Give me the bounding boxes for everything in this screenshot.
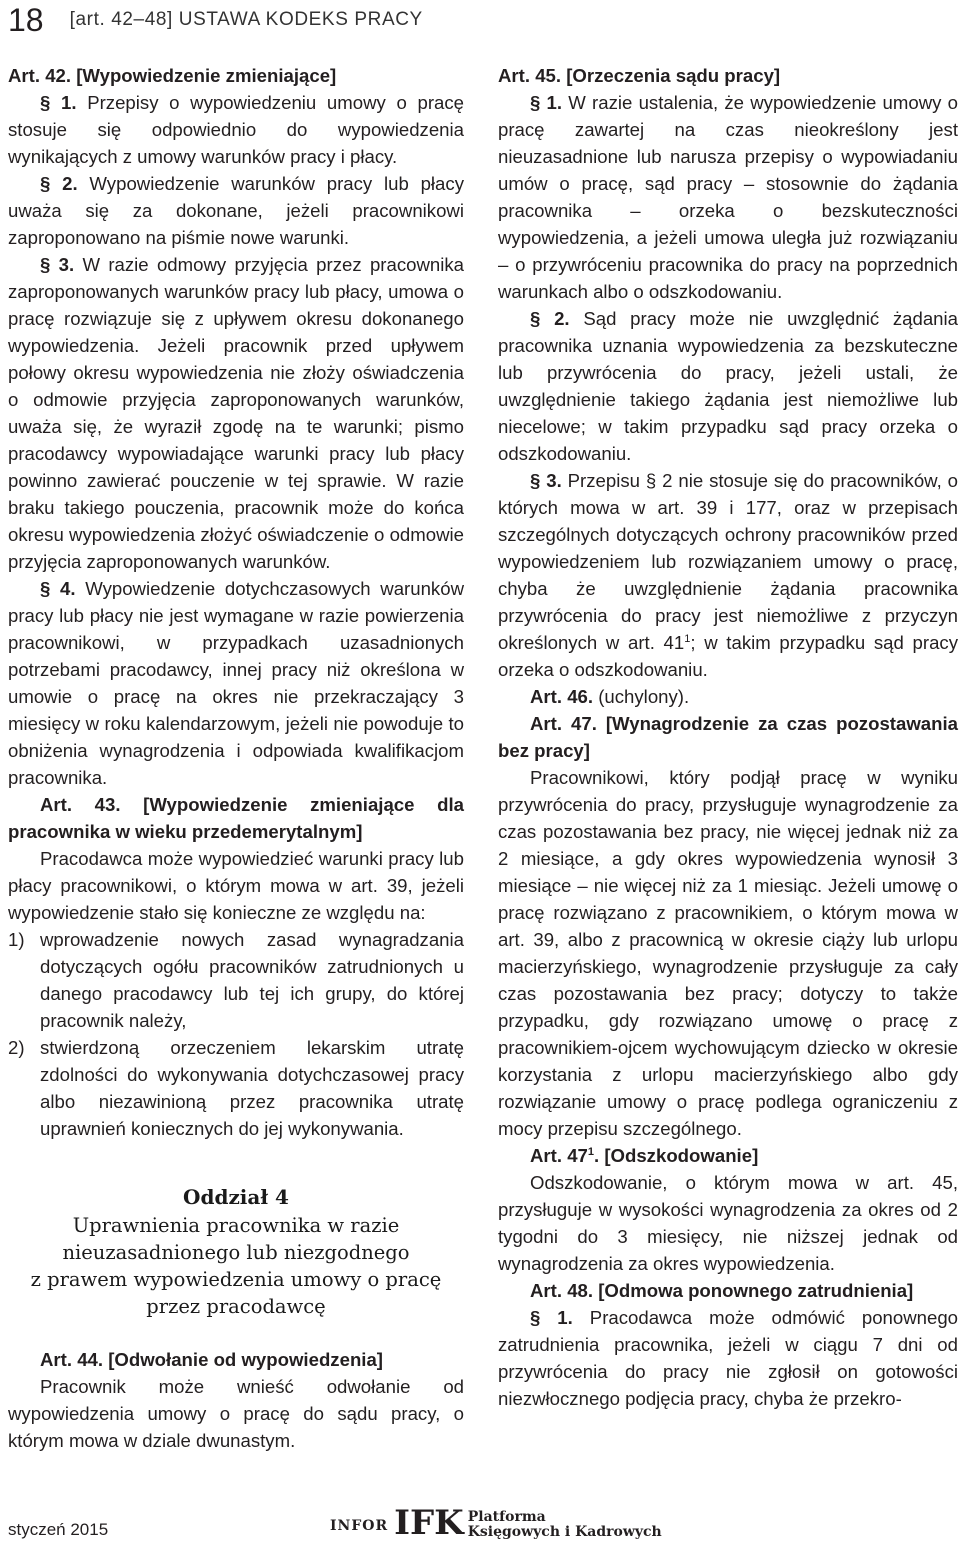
- publisher-logo: [330, 1500, 662, 1543]
- platform-line-2: Księgowych i Kadrowych: [467, 1524, 662, 1540]
- article-44-title: Art. 44. [Odwołanie od wypowiedzenia]: [40, 1349, 383, 1370]
- superscript: 1: [684, 632, 691, 645]
- section-title-line: z prawem wypowiedzenia umowy o pracę: [30, 1268, 442, 1291]
- article-47-1-body: Odszkodowanie, o którym mowa w art. 45, przysługuje w wysokości wynagrodzenia za okres od 2 tygodni do 3 miesięcy, nie niższej jednak od wynagrodzenia za okres wypowiedzenia.: [498, 1172, 958, 1274]
- running-head: [art. 42–48] USTAWA KODEKS PRACY: [69, 9, 423, 30]
- article-45-paragraph-1: [498, 89, 958, 305]
- infor-logo: INFOR: [330, 1518, 389, 1534]
- list-item-text: wprowadzenie nowych zasad wynagradzania dotyczących ogółu pracowników zatrudnionych u danego pracodawcy lub tej ich grupy, do której pracownik należy,: [40, 929, 464, 1031]
- platform-logo-text: [468, 1510, 662, 1540]
- title-text: . [Odszkodowanie]: [594, 1145, 759, 1166]
- article-43-title: Art. 43. [Wypowiedzenie zmieniające dla pracownika w wieku przedemerytalnym]: [8, 794, 464, 842]
- article-42-title: Art. 42. [Wypowiedzenie zmieniające]: [8, 65, 337, 86]
- article-43-body: Pracodawca może wypowiedzieć warunki pracy lub płacy pracownikowi, o którym mowa w art. 39, jeżeli wypowiedzenie stało się konieczne ze względu na:: [8, 848, 464, 923]
- paragraph-number: § 2.: [530, 308, 570, 329]
- list-item: [8, 1034, 464, 1142]
- left-column: [8, 62, 464, 1454]
- paragraph-text: Wypowiedzenie dotychczasowych warunków pracy lub płacy nie jest wymagane w razie powierzenia pracownikowi, w przypadkach uzasadnionych potrzebami pracodawcy, innej pracy niż określona w umowie o pracę na okres nie przekraczający 3 miesięcy w roku kalendarzowym, jeżeli nie powoduje to obniżenia wynagrodzenia i odpowiada kwalifikacjom pracownika.: [8, 578, 464, 788]
- right-column: [498, 62, 958, 1412]
- article-45-paragraph-2: [498, 305, 958, 467]
- article-48-paragraph-1: [498, 1304, 958, 1412]
- paragraph-number: § 1.: [40, 92, 77, 113]
- paragraph-text: W razie ustalenia, że wypowiedzenie umowy o pracę zawartej na czas nieokreślony jest nieuzasadnione lub narusza przepisy o wypowiadaniu umów o pracę, sąd pracy – stosownie do żądania pracownika – orzeka o bezskuteczności wypowiedzenia, a jeżeli umowa uległa już rozwiązaniu – o przywróceniu pracownika do pracy na poprzednich warunkach albo o odszkodowaniu.: [498, 92, 959, 302]
- list-item-number: 1): [8, 929, 25, 950]
- list-item-number: 2): [8, 1037, 25, 1058]
- paragraph-text: W razie odmowy przyjęcia przez pracownika zaproponowanych warunków pracy lub płacy, umowa o pracę rozwiązuje się z upływem okresu dokonanego wypowiedzenia. Jeżeli pracownik przed upływem połowy okresu wypowiedzenia nie złoży oświadczenia o odmowie przyjęcia zaproponowanych warunków, uważa się, że wyraził zgodę na te warunki; pismo pracodawcy wypowiadające warunki pracy lub płacy powinno zawierać pouczenie w tej sprawie. W razie braku takiego pouczenia, pracownik może do końca okresu wypowiedzenia złożyć oświadczenie o odmowie przyjęcia zaproponowanych warunków.: [8, 254, 464, 572]
- article-47-body: Pracownikowi, który podjął pracę w wyniku przywrócenia do pracy, przysługuje wynagrodzenie za czas pozostawania bez pracy, nie więcej jednak niż za 2 miesiące, a gdy okres wypowiedzenia wynosił 3 miesiące – nie więcej niż za 1 miesiąc. Jeżeli umowę o pracę rozwiązano z pracownikiem, o którym mowa w art. 39, albo z pracownicą w okresie ciąży lub urlopu macierzyńskiego, wynagrodzenie przysługuje za cały czas pozostawania bez pracy; dotyczy to także przypadku, gdy rozwiązano umowę o pracę z pracownikiem-ojcem wychowującym dziecko w okresie korzystania z urlopu macierzyńskiego albo gdy rozwiązanie umowy o pracę podlega ograniczeniu z mocy przepisu szczególnego.: [498, 767, 958, 1139]
- article-47-title: Art. 47. [Wynagrodzenie za czas pozostawania bez pracy]: [498, 713, 958, 761]
- ifk-logo: IFK: [394, 1503, 464, 1543]
- paragraph-number: § 4.: [40, 578, 76, 599]
- paragraph-text: Wypowiedzenie warunków pracy lub płacy uważa się za dokonane, jeżeli pracownikowi zaproponowano na piśmie nowe warunki.: [8, 173, 464, 248]
- section-title-line: Uprawnienia pracownika w razie: [72, 1214, 400, 1237]
- paragraph-text: Sąd pracy może nie uwzględnić żądania pracownika uznania wypowiedzenia za bezskuteczne lub przywrócenia do pracy, jeżeli ustali, że uwzględnienie takiego żądania jest niemożliwe lub niecelowe; w takim przypadku sąd pracy orzeka o odszkodowaniu.: [498, 308, 958, 464]
- list-item-text: stwierdzoną orzeczeniem lekarskim utratę zdolności do wykonywania dotychczasowej pracy albo niezawinioną przez pracownika utratę uprawnień koniecznych do jej wykonywania.: [40, 1037, 464, 1139]
- article-43-list: [8, 926, 464, 1142]
- list-item: [8, 926, 464, 1034]
- section-heading: [8, 1182, 464, 1320]
- article-46-title: Art. 46.: [530, 686, 594, 707]
- article-44-body: Pracownik może wnieść odwołanie od wypowiedzenia umowy o pracę do sądu pracy, o którym mowa w dziale dwunastym.: [8, 1376, 464, 1451]
- paragraph-number: § 3.: [530, 470, 562, 491]
- section-title-line: nieuzasadnionego lub niezgodnego: [62, 1241, 410, 1264]
- paragraph-number: § 1.: [530, 1307, 573, 1328]
- paragraph-number: § 3.: [40, 254, 75, 275]
- title-text: Art. 47: [530, 1145, 588, 1166]
- article-45-paragraph-3: [498, 467, 958, 683]
- article-45-title: Art. 45. [Orzeczenia sądu pracy]: [498, 65, 781, 86]
- superscript: 1: [587, 1145, 594, 1158]
- article-42-paragraph-2: [8, 170, 464, 251]
- paragraph-text: Przepisy o wypowiedzeniu umowy o pracę stosuje się odpowiednio do wypowiedzenia wynikających z umowy warunków pracy i płacy.: [8, 92, 464, 167]
- platform-line-1: Platforma: [467, 1509, 546, 1525]
- article-46: [498, 683, 958, 710]
- article-42-paragraph-4: [8, 575, 464, 791]
- article-46-body: (uchylony).: [598, 686, 690, 707]
- paragraph-text: Przepisu § 2 nie stosuje się do pracowników, o których mowa w art. 39 i 177, oraz w przepisach szczególnych dotyczących ochrony pracowników przed wypowiedzeniem lub rozwiązaniem umowy o pracę, chyba że uwzględnienie żądania pracownika przywrócenia do pracy jest niemożliwe z przyczyn określonych w art. 41: [498, 470, 958, 653]
- article-42-paragraph-1: [8, 89, 464, 170]
- page-header: [8, 0, 952, 40]
- section-title-line: przez pracodawcę: [146, 1295, 326, 1318]
- issue-date: styczeń 2015: [8, 1520, 109, 1539]
- article-42-paragraph-3: [8, 251, 464, 575]
- section-number: Oddział 4: [183, 1185, 289, 1209]
- paragraph-number: § 2.: [40, 173, 78, 194]
- paragraph-number: § 1.: [530, 92, 563, 113]
- page-footer: [8, 1500, 952, 1543]
- article-47-1-title: [498, 1142, 958, 1169]
- paragraph-text: Pracodawca może odmówić ponownego zatrudnienia pracownika, jeżeli w ciągu 7 dni od przywrócenia do pracy nie zgłosił on gotowości niezwłocznego podjęcia pracy, chyba że przekro-: [498, 1307, 959, 1409]
- article-48-title: Art. 48. [Odmowa ponownego zatrudnienia]: [530, 1280, 914, 1301]
- page-number: 18: [8, 1, 44, 38]
- paragraph-text: ; w takim przypadku sąd pracy orzeka o odszkodowaniu.: [498, 632, 958, 680]
